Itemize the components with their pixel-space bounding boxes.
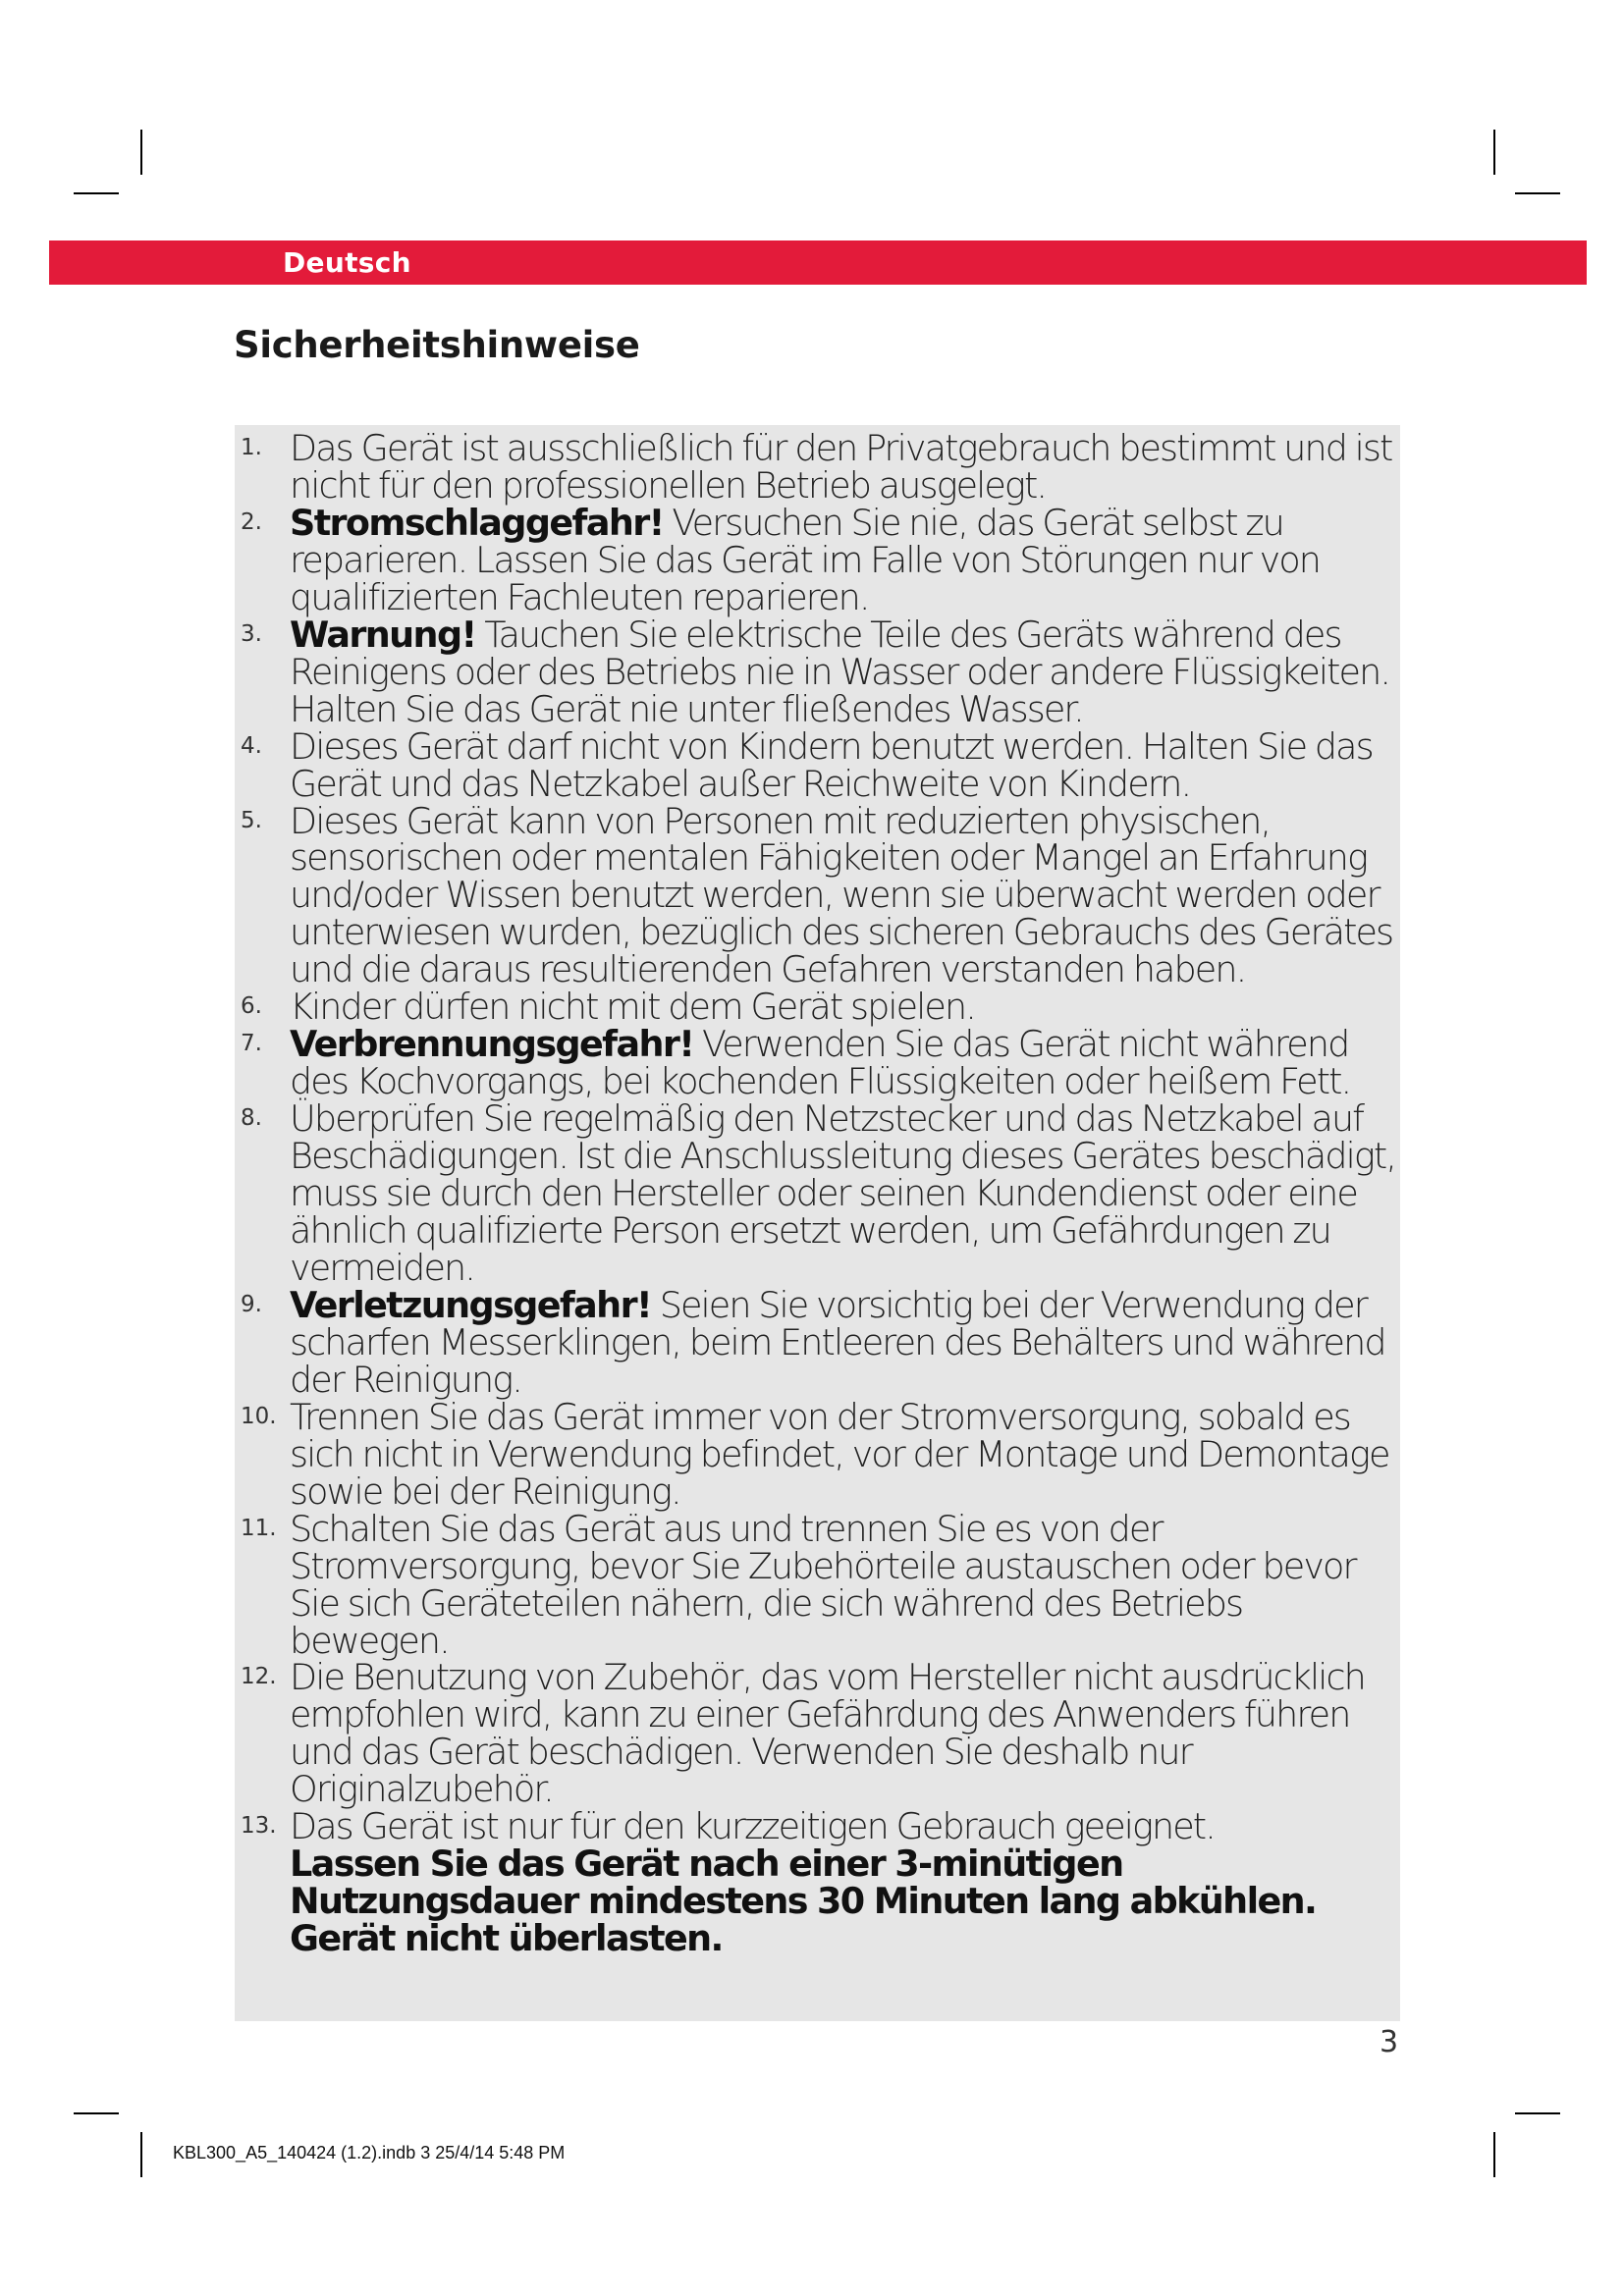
safety-item [235,613,1400,730]
safety-item-text: Dieses Gerät darf nicht von Kindern benutzt werden. Halten Sie das Gerät und das Netzkabel außer Reichweite von Kindern. [290,724,1373,805]
safety-item [235,724,1400,805]
section-title: Sicherheitshinweise [234,324,640,366]
safety-item-text: Dieses Gerät kann von Personen mit reduzierten physischen, sensorischen oder mentalen Fähigkeiten oder Mangel an Erfahrung und/oder Wissen benutzt werden, wenn sie überwacht werden oder unterwiesen wurden, bezüglich des sicheren Gebrauchs des Gerätes und die daraus resultierenden Gefahren verstanden haben. [290,799,1393,991]
safety-item-number: 2. [241,508,262,535]
safety-item-number: 10. [241,1403,277,1429]
crop-mark-bottom-right-horizontal [1515,2112,1560,2114]
safety-item-text: Trennen Sie das Gerät immer von der Stromversorgung, sobald es sich nicht in Verwendung befindet, vor der Montage und Demontage sowie bei der Reinigung. [290,1395,1389,1513]
safety-item-number: 5. [241,807,262,833]
safety-item [235,427,1400,507]
language-header-bar [49,240,1587,285]
safety-item [235,1023,1400,1103]
safety-instructions-list [235,427,1400,1960]
safety-item-warning-lead: Warnung! [290,613,476,656]
safety-item-warning-lead: Stromschlaggefahr! [290,501,664,544]
safety-item [235,986,1400,1029]
safety-item-text: Die Benutzung von Zubehör, das vom Hersteller nicht ausdrücklich empfohlen wird, kann zu einer Gefährdung des Anwenders führen und das Gerät beschädigen. Verwenden Sie deshalb nur Originalzubehör. [290,1656,1365,1811]
safety-item-number: 7. [241,1031,262,1057]
safety-item-number: 13. [241,1813,277,1840]
crop-mark-top-right-horizontal [1515,192,1560,194]
safety-item-text: Verwenden Sie das Gerät nicht während des Kochvorgangs, bei kochenden Flüssigkeiten oder heißem Fett. [290,1023,1351,1103]
crop-mark-bottom-left-horizontal [74,2112,119,2114]
crop-mark-top-left-horizontal [74,192,119,194]
safety-item-text: Kinder dürfen nicht mit dem Gerät spielen. [290,986,975,1029]
safety-item-text: Schalten Sie das Gerät aus und trennen Sie es von der Stromversorgung, bevor Sie Zubehörteile austauschen oder bevor Sie sich Geräteteilen nähern, die sich während des Betriebs bewegen. [290,1507,1356,1662]
safety-instructions-box [235,425,1400,2021]
safety-item [235,501,1400,618]
crop-mark-bottom-left-vertical [140,2132,142,2177]
safety-item [235,1805,1400,1960]
safety-item-text: Tauchen Sie elektrische Teile des Geräts während des Reinigens oder des Betriebs nie in Wasser oder andere Flüssigkeiten. Halten Sie das Gerät nie unter fließendes Wasser. [290,613,1390,730]
safety-item-number: 11. [241,1515,277,1541]
safety-item-warning-lead: Verbrennungsgefahr! [290,1023,694,1066]
safety-item-number: 3. [241,620,262,647]
safety-item [235,1395,1400,1513]
safety-item-text: Überprüfen Sie regelmäßig den Netzstecker und das Netzkabel auf Beschädigungen. Ist die Anschlussleitung dieses Gerätes beschädigt, muss sie durch den Hersteller oder seinen Kundendienst oder eine ähnlich qualifizierte Person ersetzt werden, um Gefährdungen zu vermeiden. [290,1097,1396,1289]
safety-item-warning-lead: Verletzungsgefahr! [290,1283,652,1326]
safety-item [235,1283,1400,1401]
safety-item-number: 12. [241,1664,277,1690]
safety-item-text: Seien Sie vorsichtig bei der Verwendung der scharfen Messerklingen, beim Entleeren des Behälters und während der Reinigung. [290,1283,1385,1401]
crop-mark-top-right-vertical [1493,130,1495,175]
safety-item [235,799,1400,991]
language-label: Deutsch [283,246,411,279]
safety-item-number: 8. [241,1105,262,1132]
safety-item [235,1507,1400,1662]
crop-mark-bottom-right-vertical [1493,2132,1495,2177]
safety-item [235,1656,1400,1811]
safety-item-emphasis: Lassen Sie das Gerät nach einer 3-minütigen Nutzungsdauer mindestens 30 Minuten lang abkühlen. Gerät nicht überlasten. [290,1842,1317,1960]
safety-item-text: Das Gerät ist nur für den kurzzeitigen Gebrauch geeignet. [290,1805,1215,1848]
safety-item [235,1097,1400,1289]
safety-item-number: 6. [241,993,262,1020]
crop-mark-top-left-vertical [140,130,142,175]
safety-item-text: Versuchen Sie nie, das Gerät selbst zu reparieren. Lassen Sie das Gerät im Falle von Störungen nur von qualifizierten Fachleuten reparieren. [290,501,1321,618]
safety-item-text: Das Gerät ist ausschließlich für den Privatgebrauch bestimmt und ist nicht für den professionellen Betrieb ausgelegt. [290,427,1392,507]
safety-item-number: 9. [241,1291,262,1317]
safety-item-number: 1. [241,435,262,460]
safety-item-number: 4. [241,732,262,759]
print-slug: KBL300_A5_140424 (1.2).indb 3 25/4/14 5:48 PM [173,2143,566,2163]
page-number: 3 [1380,2025,1399,2059]
